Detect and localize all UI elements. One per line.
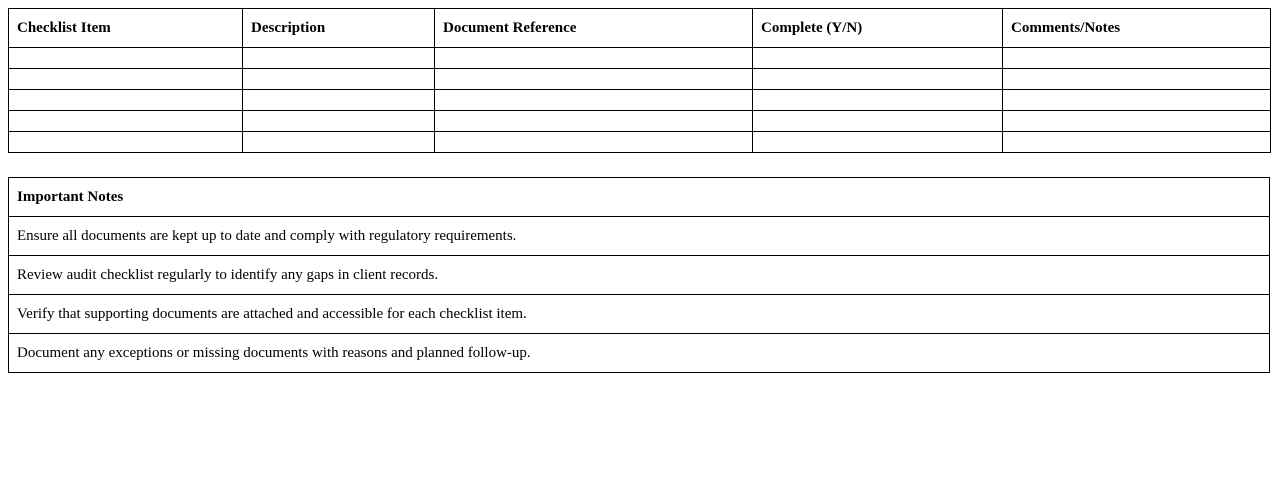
table-cell[interactable]	[9, 132, 243, 153]
table-row	[9, 69, 1271, 90]
table-cell[interactable]	[753, 132, 1003, 153]
table-cell[interactable]	[1003, 132, 1271, 153]
table-row	[9, 48, 1271, 69]
table-cell[interactable]	[243, 90, 435, 111]
table-cell[interactable]	[243, 111, 435, 132]
note-text: Verify that supporting documents are attached and accessible for each checklist item.	[9, 295, 1270, 334]
table-cell[interactable]	[9, 48, 243, 69]
table-cell[interactable]	[243, 69, 435, 90]
table-cell[interactable]	[1003, 69, 1271, 90]
table-cell[interactable]	[753, 69, 1003, 90]
table-cell[interactable]	[243, 132, 435, 153]
table-cell[interactable]	[435, 90, 753, 111]
column-header-checklist-item: Checklist Item	[9, 9, 243, 48]
column-header-comments-notes: Comments/Notes	[1003, 9, 1271, 48]
table-row	[9, 90, 1271, 111]
table-row	[9, 132, 1271, 153]
table-cell[interactable]	[435, 69, 753, 90]
note-text: Document any exceptions or missing documents with reasons and planned follow-up.	[9, 334, 1270, 373]
notes-title: Important Notes	[9, 178, 1270, 217]
table-cell[interactable]	[9, 111, 243, 132]
table-cell[interactable]	[435, 48, 753, 69]
important-notes-table	[8, 177, 1270, 373]
table-cell[interactable]	[1003, 90, 1271, 111]
table-cell[interactable]	[435, 132, 753, 153]
table-cell[interactable]	[753, 48, 1003, 69]
list-item	[9, 217, 1270, 256]
table-cell[interactable]	[9, 90, 243, 111]
table-cell[interactable]	[753, 90, 1003, 111]
table-cell[interactable]	[9, 69, 243, 90]
column-header-complete: Complete (Y/N)	[753, 9, 1003, 48]
table-cell[interactable]	[753, 111, 1003, 132]
column-header-document-reference: Document Reference	[435, 9, 753, 48]
list-item	[9, 256, 1270, 295]
column-header-description: Description	[243, 9, 435, 48]
audit-checklist-table	[8, 8, 1271, 153]
notes-header-row	[9, 178, 1270, 217]
table-row	[9, 111, 1271, 132]
list-item	[9, 295, 1270, 334]
list-item	[9, 334, 1270, 373]
table-cell[interactable]	[435, 111, 753, 132]
table-cell[interactable]	[1003, 48, 1271, 69]
table-header-row	[9, 9, 1271, 48]
note-text: Ensure all documents are kept up to date and comply with regulatory requirements.	[9, 217, 1270, 256]
table-cell[interactable]	[1003, 111, 1271, 132]
note-text: Review audit checklist regularly to identify any gaps in client records.	[9, 256, 1270, 295]
table-cell[interactable]	[243, 48, 435, 69]
